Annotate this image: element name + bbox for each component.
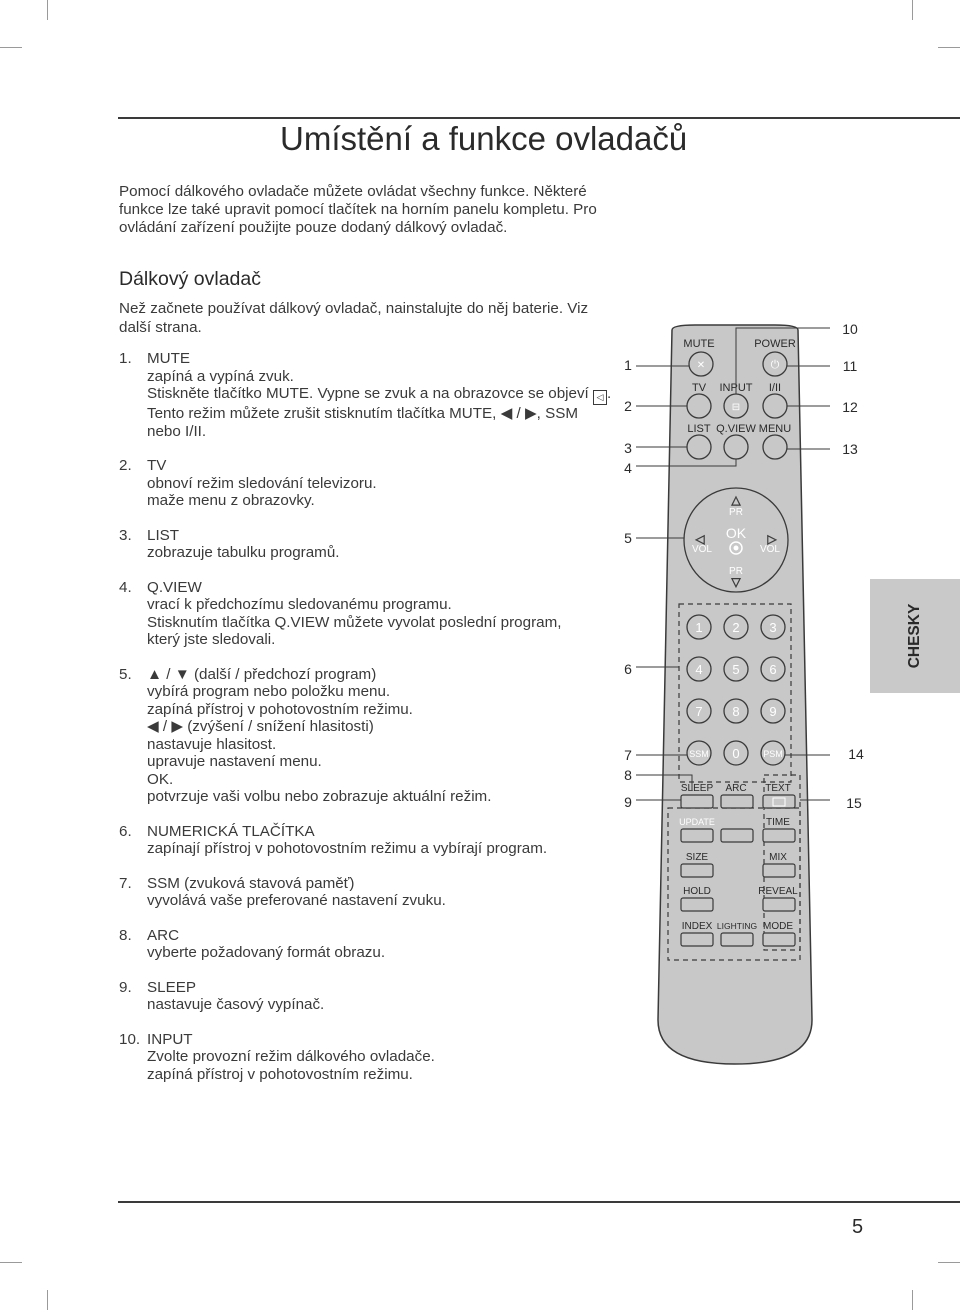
number-label: 2 xyxy=(732,620,740,635)
mute-symbol-icon: ◁ xyxy=(593,390,607,405)
item-desc: zobrazuje tabulku programů. xyxy=(147,544,340,561)
vol-down-icon[interactable]: ◁ xyxy=(695,532,705,546)
number-label: 0 xyxy=(732,746,740,761)
item-desc: vyberte požadovaný formát obrazu. xyxy=(147,944,386,961)
ok-label: OK xyxy=(725,525,747,541)
update-label: UPDATE xyxy=(679,817,715,827)
mute-label: MUTE xyxy=(683,338,715,350)
time-button[interactable] xyxy=(763,829,795,842)
list-item xyxy=(119,457,614,510)
arc-label: ARC xyxy=(725,783,747,794)
item-number: 4. xyxy=(119,578,132,596)
list-item xyxy=(119,979,614,1014)
item-title: MUTE xyxy=(147,350,191,367)
item-desc: který jste sledovali. xyxy=(147,631,276,648)
lighting-button[interactable] xyxy=(721,933,753,946)
hold-button[interactable] xyxy=(681,898,713,911)
i-ii-label: I/II xyxy=(768,382,782,394)
mix-label: MIX xyxy=(769,852,787,863)
menu-button[interactable] xyxy=(763,435,787,459)
item-number: 9. xyxy=(119,978,132,996)
lighting-label: LIGHTING xyxy=(716,921,758,931)
item-desc: Stisknutím tlačítka Q.VIEW můžete vyvolat poslední program, xyxy=(147,613,562,631)
tv-label: TV xyxy=(691,382,707,394)
psm-label: PSM xyxy=(763,749,783,759)
item-number: 2. xyxy=(119,457,132,474)
item-title: NUMERICKÁ TLAČÍTKA xyxy=(147,822,315,840)
item-desc: maže menu z obrazovky. xyxy=(147,492,315,509)
crop-mark xyxy=(0,47,22,48)
item-desc: nebo I/II. xyxy=(147,422,207,440)
item-desc: zapíná a vypíná zvuk. xyxy=(147,367,294,385)
menu-label: MENU xyxy=(758,423,792,435)
vol-left-label: VOL xyxy=(691,544,713,555)
callout-4: 4 xyxy=(624,460,632,476)
callout-5: 5 xyxy=(624,530,632,546)
item-desc: nastavuje časový vypínač. xyxy=(147,996,325,1013)
time-label: TIME xyxy=(766,817,790,828)
top-rule xyxy=(118,117,960,119)
number-label: 7 xyxy=(695,704,703,719)
item-title: SSM (zvuková stavová paměť) xyxy=(147,874,355,892)
mute-icon: ✕ xyxy=(696,360,706,371)
callout-1: 1 xyxy=(624,357,632,373)
item-number: 5. xyxy=(119,665,132,683)
item-desc: vyvolává vaše preferované nastavení zvuku. xyxy=(147,892,446,909)
item-desc: ◀ / ▶ (zvýšení / snížení hlasitosti) xyxy=(147,718,374,735)
item-desc: Tento režim můžete zrušit stisknutím tlačítka MUTE, ◀ / ▶, SSM xyxy=(147,405,578,422)
item-title: ARC xyxy=(147,926,180,944)
mix-button[interactable] xyxy=(763,864,795,877)
list-item xyxy=(119,1031,614,1084)
callout-7: 7 xyxy=(624,747,632,763)
ok-button-dot xyxy=(734,546,739,551)
item-desc: vrací k předchozímu sledovanému programu. xyxy=(147,596,452,613)
item-desc: zapínají přístroj v pohotovostním režimu a vybírají program. xyxy=(147,840,548,857)
callout-9: 9 xyxy=(624,794,632,810)
list-item xyxy=(119,927,614,962)
callout-2: 2 xyxy=(624,398,632,414)
item-number: 6. xyxy=(119,822,132,840)
qview-button[interactable] xyxy=(724,435,748,459)
text-label: TEXT xyxy=(765,783,791,794)
item-title: INPUT xyxy=(147,1030,193,1048)
size-button[interactable] xyxy=(681,864,713,877)
item-title: LIST xyxy=(147,526,180,544)
arc-button[interactable] xyxy=(721,795,753,808)
input-icon: ⊟ xyxy=(731,402,741,413)
item-desc: OK. xyxy=(147,770,174,788)
list-item xyxy=(119,823,614,858)
crop-mark xyxy=(938,1262,960,1263)
callout-6: 6 xyxy=(624,661,632,677)
list-button[interactable] xyxy=(687,435,711,459)
input-label: INPUT xyxy=(719,382,753,394)
list-item xyxy=(119,350,614,440)
vol-right-label: VOL xyxy=(759,544,781,555)
item-number: 3. xyxy=(119,526,132,544)
item-desc: obnoví režim sledování televizoru. xyxy=(147,474,377,492)
item-desc: nastavuje hlasitost. xyxy=(147,735,277,753)
item-title: Q.VIEW xyxy=(147,578,202,596)
power-label: POWER xyxy=(754,338,796,350)
callout-14: 14 xyxy=(848,746,864,762)
item-number: 10. xyxy=(119,1030,141,1048)
blank-button[interactable] xyxy=(721,829,753,842)
section-heading: Dálkový ovladač xyxy=(119,268,261,290)
reveal-label: REVEAL xyxy=(758,886,798,897)
update-button[interactable] xyxy=(681,829,713,842)
vol-up-icon[interactable]: ▷ xyxy=(767,532,777,546)
bottom-rule xyxy=(118,1201,960,1203)
callout-10: 10 xyxy=(842,321,858,337)
number-label: 8 xyxy=(732,704,740,719)
language-tab xyxy=(870,579,960,693)
remote-diagram xyxy=(600,300,870,1080)
item-title: SLEEP xyxy=(147,978,196,996)
list-item xyxy=(119,527,614,562)
list-label: LIST xyxy=(687,423,711,435)
callout-15: 15 xyxy=(846,795,862,811)
item-number: 8. xyxy=(119,926,132,944)
index-label: INDEX xyxy=(681,921,713,932)
page-title: Umístění a funkce ovladačů xyxy=(280,120,688,157)
item-desc: potvrzuje vaši volbu nebo zobrazuje aktuální režim. xyxy=(147,788,492,805)
index-button[interactable] xyxy=(681,933,713,946)
item-desc: zapíná přístroj v pohotovostním režimu. xyxy=(147,700,413,718)
ssm-label: SSM xyxy=(689,749,709,759)
pr-down-label: PR xyxy=(729,566,743,577)
list-item xyxy=(119,666,614,806)
crop-mark xyxy=(47,0,48,20)
mode-button[interactable] xyxy=(763,933,795,946)
list-item xyxy=(119,875,614,910)
size-label: SIZE xyxy=(685,852,709,863)
intro-paragraph: Pomocí dálkového ovladače můžete ovládat všechny funkce. Některé funkce lze také upravit pomocí tlačítek na horním panelu kompletu. Pro ovládání zařízení použijte pouze dodaný dálkový ovladač. xyxy=(119,183,597,236)
crop-mark xyxy=(938,47,960,48)
number-label: 3 xyxy=(769,620,777,635)
callout-3: 3 xyxy=(624,440,632,456)
function-list xyxy=(119,350,614,1100)
item-title: ▲ / ▼ (další / předchozí program) xyxy=(147,665,377,683)
sleep-button[interactable] xyxy=(681,795,713,808)
crop-mark xyxy=(0,1262,22,1263)
sleep-label: SLEEP xyxy=(680,783,714,794)
item-number: 7. xyxy=(119,874,132,892)
item-desc-row: Stiskněte tlačítko MUTE. Vypne se zvuk a na obrazovce se objeví ◁ . xyxy=(119,385,614,405)
item-desc: zapíná přístroj v pohotovostním režimu. xyxy=(147,1065,413,1083)
crop-mark xyxy=(912,0,913,20)
mode-label: MODE xyxy=(763,921,793,932)
callout-13: 13 xyxy=(842,441,858,457)
callout-12: 12 xyxy=(842,399,858,415)
number-label: 5 xyxy=(732,662,740,677)
number-label: 4 xyxy=(695,662,703,677)
tv-button[interactable] xyxy=(687,394,711,418)
item-desc: Zvolte provozní režim dálkového ovladače. xyxy=(147,1048,435,1065)
crop-mark xyxy=(912,1290,913,1310)
hold-label: HOLD xyxy=(683,886,711,897)
qview-label: Q.VIEW xyxy=(716,423,756,435)
callout-11: 11 xyxy=(842,358,858,374)
pr-up-icon[interactable]: △ xyxy=(731,493,741,507)
item-title: TV xyxy=(147,457,167,474)
item-desc: vybírá program nebo položku menu. xyxy=(147,683,391,700)
crop-mark xyxy=(47,1290,48,1310)
language-tab-label: CHESKY xyxy=(906,603,923,669)
callout-8: 8 xyxy=(624,767,632,783)
pr-down-icon[interactable]: ▽ xyxy=(731,575,741,589)
number-label: 9 xyxy=(769,704,777,719)
item-desc: upravuje nastavení menu. xyxy=(147,753,322,770)
page-number: 5 xyxy=(852,1216,864,1238)
number-label: 1 xyxy=(695,620,703,635)
item-number: 1. xyxy=(119,350,132,367)
section-intro: Než začnete používat dálkový ovladač, nainstalujte do něj baterie. Viz další strana. xyxy=(119,300,589,336)
i-ii-button[interactable] xyxy=(763,394,787,418)
pr-up-label: PR xyxy=(729,507,743,518)
number-label: 6 xyxy=(769,662,777,677)
reveal-button[interactable] xyxy=(763,898,795,911)
list-item xyxy=(119,579,614,649)
power-icon: ⏻ xyxy=(770,359,780,371)
item-desc: Stiskněte tlačítko MUTE. Vypne se zvuk a na obrazovce se objeví xyxy=(147,385,589,402)
